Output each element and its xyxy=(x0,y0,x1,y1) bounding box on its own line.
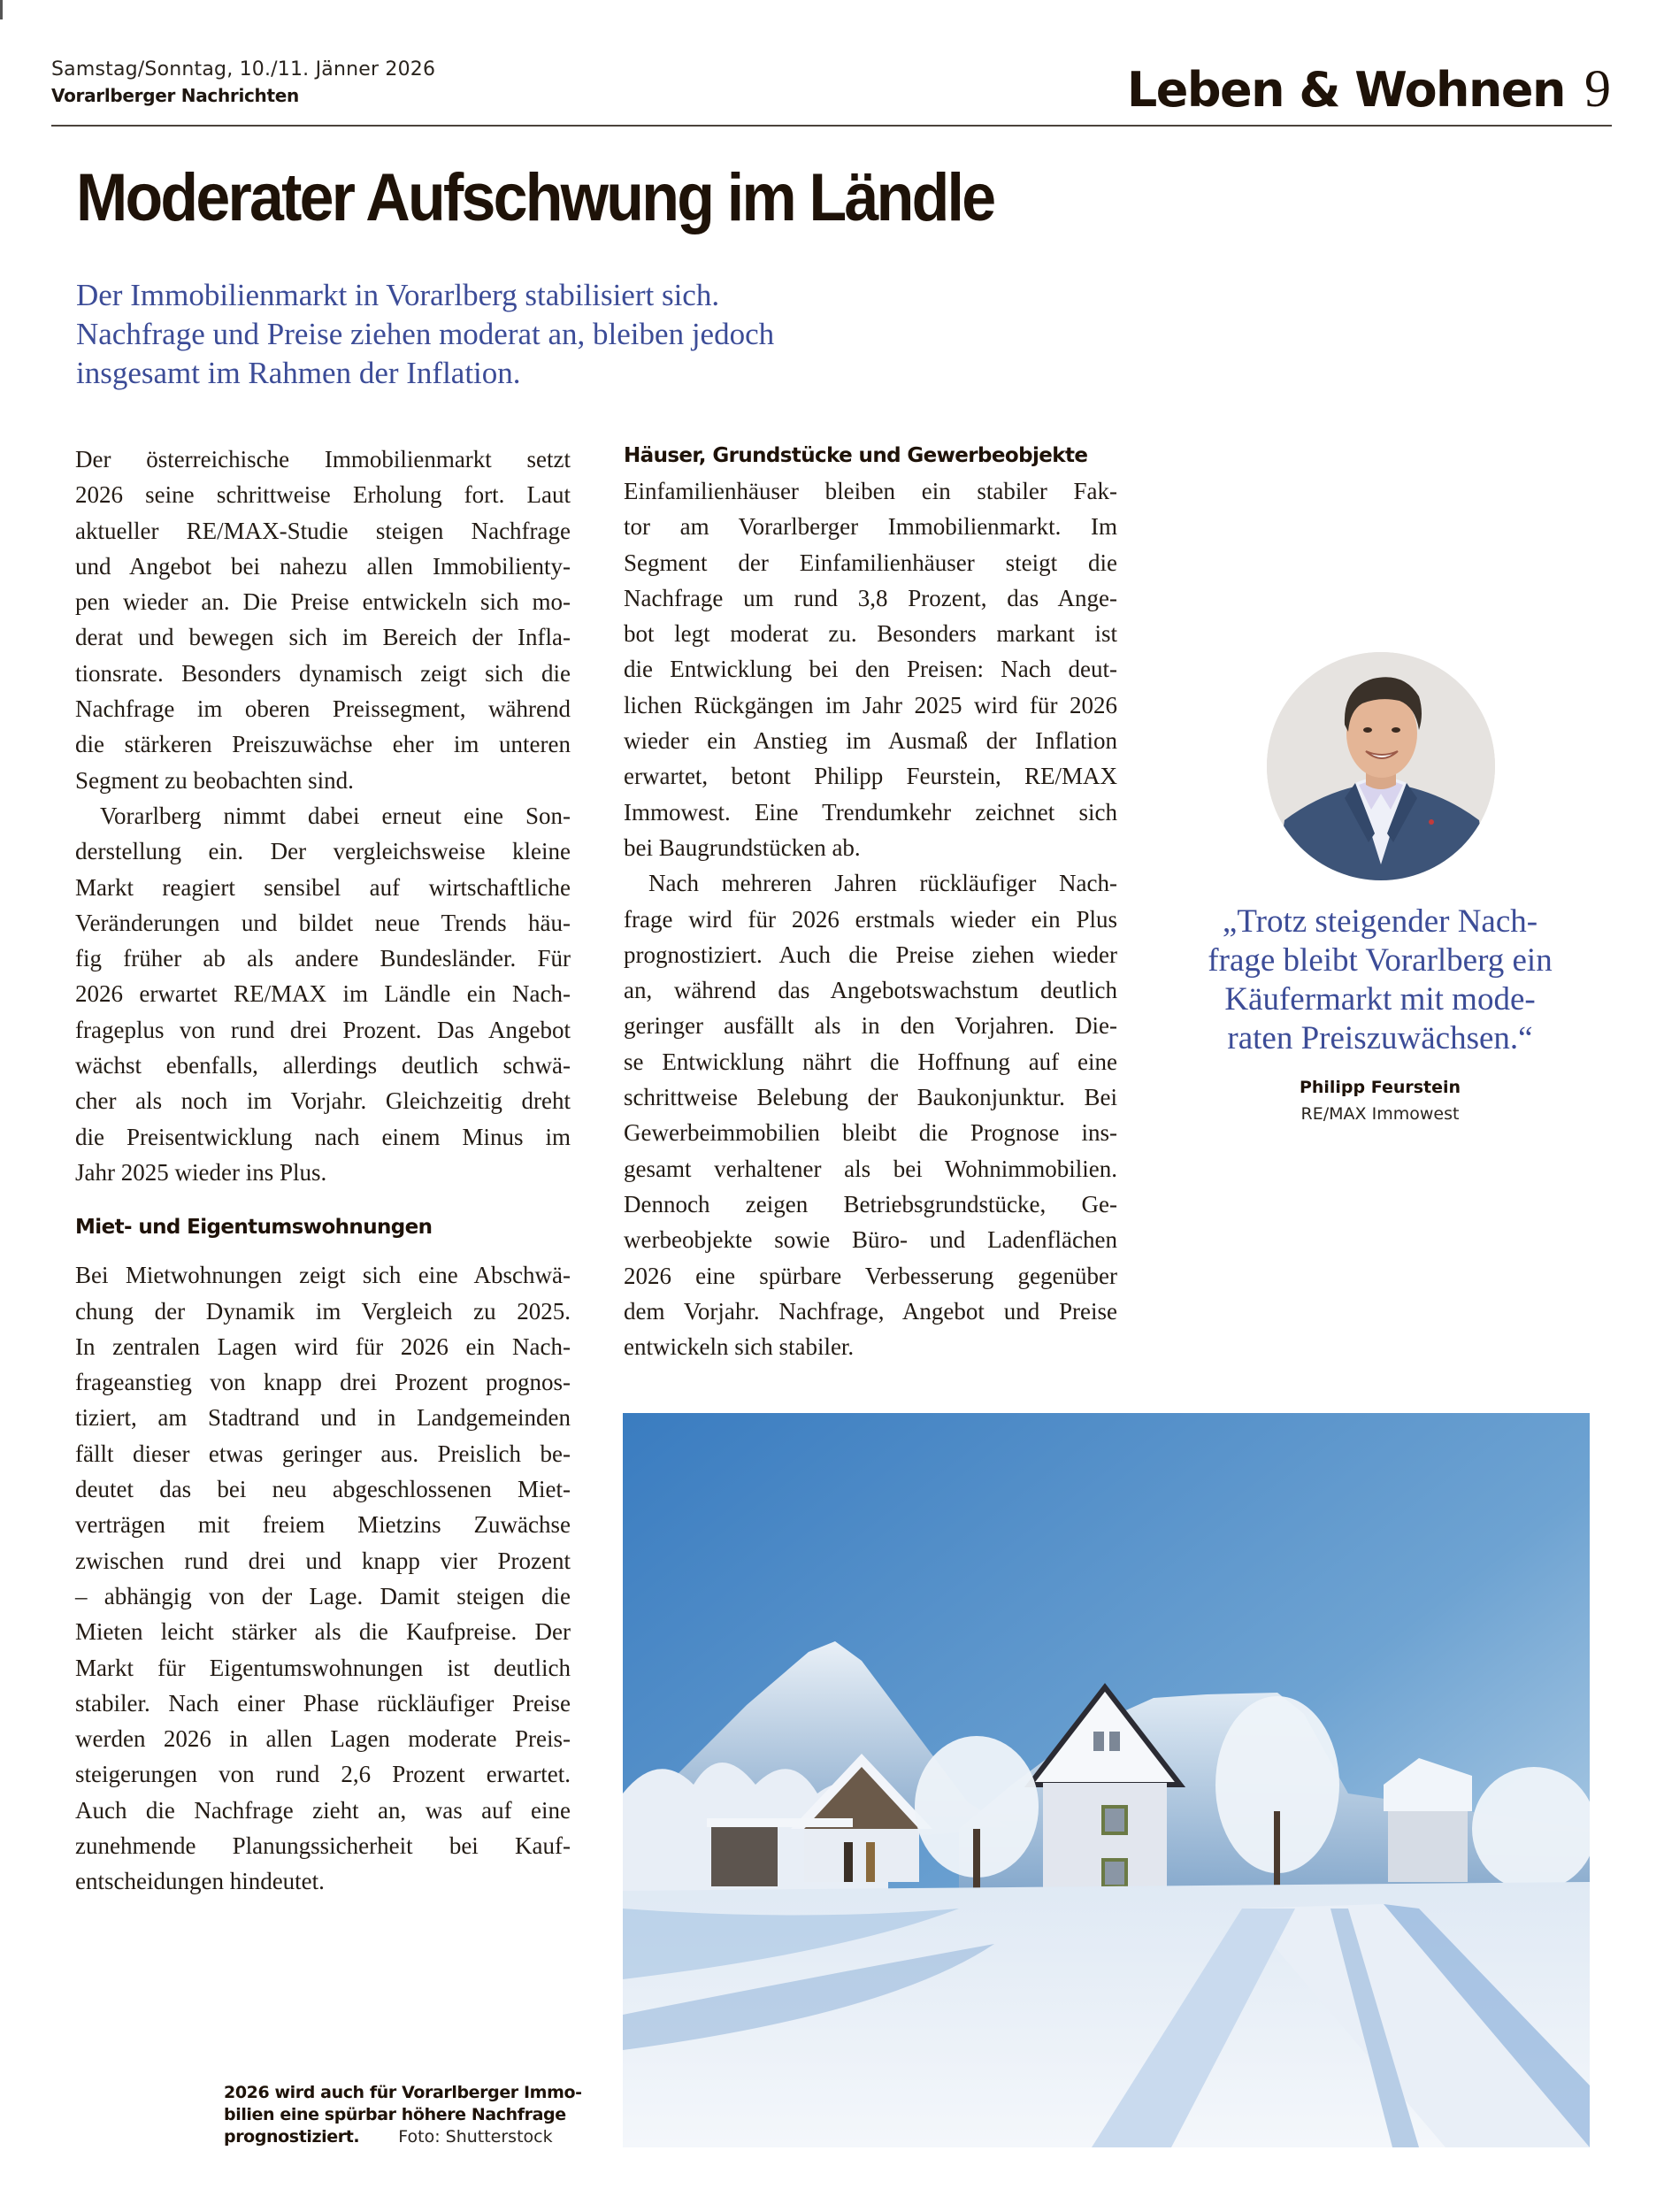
header-rule xyxy=(51,125,1612,127)
text-line: 2026 eine spürbare Verbesserung gegenüber xyxy=(624,1262,1117,1289)
crop-mark xyxy=(0,0,3,19)
text-line: Bei Mietwohnungen zeigt sich eine Abschwä- xyxy=(75,1262,571,1289)
portrait-eye xyxy=(1363,727,1372,733)
text-line: deutet das bei neu abgeschlossenen Miet- xyxy=(75,1476,571,1503)
portrait-photo xyxy=(1267,652,1495,880)
text-line: zwischen rund drei und knapp vier Prozent xyxy=(75,1547,571,1574)
text-line: Nachfrage im oberen Preissegment, während xyxy=(75,695,571,723)
text-line: die stärkeren Preiszuwächse eher im unteren xyxy=(75,731,571,758)
text-line: dem Vorjahr. Nachfrage, Angebot und Preise xyxy=(624,1297,1117,1325)
text-line: pen wieder an. Die Preise entwickeln sich mo- xyxy=(75,588,571,616)
issue-date: Samstag/Sonntag, 10./11. Jänner 2026 xyxy=(51,58,436,81)
text-line: tiziert, am Stadtrand und in Landgemeinden xyxy=(75,1404,571,1432)
barn-door xyxy=(866,1842,875,1882)
text-line: die Preisentwicklung nach einem Minus im xyxy=(75,1123,571,1150)
text-line: wieder ein Anstieg im Ausmaß der Inflation xyxy=(624,727,1117,755)
text-line: verträgen mit freiem Mietzins Zuwächse xyxy=(75,1511,571,1539)
text-line: prognostiziert. Auch die Preise ziehen wieder xyxy=(624,941,1117,968)
text-line: stabiler. Nach einer Phase rückläufiger Preise xyxy=(75,1689,571,1717)
photo-caption xyxy=(224,2082,595,2148)
text-line: Segment zu beobachten sind. xyxy=(75,766,354,794)
text-line: cher als noch im Vorjahr. Gleichzeitig dreht xyxy=(75,1087,571,1115)
text-line: an, während das Angebotswachstum deutlich xyxy=(624,977,1117,1004)
text-line: se Entwicklung nährt die Hoffnung auf eine xyxy=(624,1048,1117,1075)
house-window xyxy=(1109,1732,1120,1751)
portrait-illustration xyxy=(1267,652,1495,880)
quote-author-name: Philipp Feurstein xyxy=(1299,1078,1461,1097)
garage xyxy=(711,1824,778,1886)
article-photo xyxy=(623,1413,1590,2147)
article-headline: Moderater Aufschwung im Ländle xyxy=(76,160,994,235)
text-line: Der österreichische Immobilienmarkt setzt xyxy=(75,446,571,472)
text-line: frageplus von rund drei Prozent. Das Angebot xyxy=(75,1016,571,1043)
paragraph xyxy=(624,473,1117,865)
text-line: Auch die Nachfrage zieht an, was auf eine xyxy=(75,1796,571,1824)
text-line: Markt reagiert sensibel auf wirtschaftliche xyxy=(75,873,571,901)
text-line: Einfamilienhäuser bleiben ein stabiler Fak- xyxy=(624,478,1117,504)
paragraph xyxy=(75,798,571,1190)
text-line: frageanstieg von knapp drei Prozent prognos- xyxy=(75,1369,571,1396)
page-number: 9 xyxy=(1584,59,1611,118)
text-line: geringer ausfällt als in den Vorjahren. Die- xyxy=(624,1012,1117,1040)
text-line: fällt dieser etwas geringer aus. Preislich be- xyxy=(75,1440,571,1467)
text-line: erwartet, betont Philipp Feurstein, RE/MAX xyxy=(624,763,1117,790)
text-line: Gewerbeimmobilien bleibt die Prognose ins- xyxy=(624,1119,1117,1147)
quote-line: frage bleibt Vorarlberg ein xyxy=(1208,942,1553,979)
paragraph xyxy=(75,442,571,798)
subheading: Miet- und Eigentumswohnungen xyxy=(75,1216,433,1240)
text-line: 2026 erwartet RE/MAX im Ländle ein Nach- xyxy=(75,980,571,1008)
article-column-2 xyxy=(624,442,1117,1364)
text-line: Jahr 2025 wieder ins Plus. xyxy=(75,1158,327,1186)
article-lead xyxy=(76,276,890,393)
portrait-lapel-pin xyxy=(1429,819,1434,825)
section-title: Leben & Wohnen xyxy=(1126,62,1565,118)
quote-author-company: RE/MAX Immowest xyxy=(1300,1104,1460,1124)
text-line: Immowest. Eine Trendumkehr zeichnet sich xyxy=(624,798,1117,826)
caption-line: 2026 wird auch für Vorarlberger Immo- xyxy=(224,2083,582,2102)
house-right-wall xyxy=(1388,1811,1468,1882)
text-line: tionsrate. Besonders dynamisch zeigt sich die xyxy=(75,659,571,687)
text-line: aktueller RE/MAX-Studie steigen Nachfrage xyxy=(75,517,571,544)
text-line: Markt für Eigentumswohnungen ist deutlich xyxy=(75,1654,571,1681)
text-line: Vorarlberg nimmt dabei erneut eine Son- xyxy=(100,802,571,829)
text-line: 2026 seine schrittweise Erholung fort. Laut xyxy=(75,481,571,509)
winter-landscape-illustration xyxy=(623,1413,1590,2147)
text-line: Segment der Einfamilienhäuser steigt die xyxy=(624,549,1117,576)
text-line: lichen Rückgängen im Jahr 2025 wird für 2026 xyxy=(624,691,1117,718)
text-line: fig früher ab als andere Bundesländer. Für xyxy=(75,945,571,972)
text-line: bei Baugrundstücken ab. xyxy=(624,833,861,861)
text-line: In zentralen Lagen wird für 2026 ein Nach- xyxy=(75,1333,571,1360)
photo-credit: Foto: Shutterstock xyxy=(398,2127,553,2147)
subheading: Häuser, Grundstücke und Gewerbeobjekte xyxy=(624,444,1088,467)
text-line: werbeobjekte sowie Büro- und Ladenflächen xyxy=(624,1226,1117,1254)
spacer xyxy=(75,1245,571,1257)
portrait-eye xyxy=(1392,727,1400,733)
text-line: wächst ebenfalls, allerdings deutlich schwä- xyxy=(75,1052,571,1079)
text-line: entscheidungen hindeutet. xyxy=(75,1868,325,1895)
house-window xyxy=(1103,1807,1126,1833)
lead-line: Der Immobilienmarkt in Vorarlberg stabilisiert sich. xyxy=(76,278,720,312)
text-line: schrittweise Belebung der Baukonjunktur. Bei xyxy=(624,1084,1117,1111)
quote-line: raten Preiszuwächsen.“ xyxy=(1227,1020,1533,1056)
text-line: Mieten leicht stärker als die Kaufpreise. Der xyxy=(75,1618,571,1646)
quote-line: „Trotz steigender Nach- xyxy=(1222,903,1538,940)
section-header xyxy=(1127,58,1611,119)
text-line: gesamt verhaltener als bei Wohnimmobilien. xyxy=(624,1155,1117,1182)
paragraph xyxy=(75,1257,571,1899)
text-line: entwickeln sich stabiler. xyxy=(624,1333,855,1361)
text-line: frage wird für 2026 erstmals wieder ein Plus xyxy=(624,905,1117,933)
quote-line: Käufermarkt mit mode- xyxy=(1224,981,1536,1018)
text-line: die Entwicklung bei den Preisen: Nach deut- xyxy=(624,656,1117,683)
text-line: bot legt moderat zu. Besonders markant ist xyxy=(624,620,1117,648)
text-line: Nachfrage um rund 3,8 Prozent, das Ange- xyxy=(624,584,1117,611)
text-line: Veränderungen und bildet neue Trends häu- xyxy=(75,909,571,936)
caption-line: prognostiziert. xyxy=(224,2127,360,2147)
barn-wall xyxy=(804,1829,919,1882)
text-line: derat und bewegen sich im Bereich der Infla- xyxy=(75,624,571,651)
lead-line: Nachfrage und Preise ziehen moderat an, bleiben jedoch xyxy=(76,317,775,351)
text-line: Dennoch zeigen Betriebsgrundstücke, Ge- xyxy=(624,1190,1117,1217)
text-line: – abhängig von der Lage. Damit steigen die xyxy=(75,1582,571,1609)
text-line: chung der Dynamik im Vergleich zu 2025. xyxy=(75,1297,571,1325)
house-window xyxy=(1103,1860,1126,1886)
caption-line: bilien eine spürbar höhere Nachfrage xyxy=(224,2105,566,2124)
article-column-1 xyxy=(75,442,571,1900)
text-line: Nach mehreren Jahren rückläufiger Nach- xyxy=(648,870,1117,897)
barn-door xyxy=(844,1842,853,1882)
lead-line: insgesamt im Rahmen der Inflation. xyxy=(76,356,521,390)
text-line: werden 2026 in allen Lagen moderate Preis- xyxy=(75,1725,571,1753)
newspaper-name: Vorarlberger Nachrichten xyxy=(51,85,299,106)
text-line: tor am Vorarlberger Immobilienmarkt. Im xyxy=(624,513,1117,541)
text-line: und Angebot bei nahezu allen Immobilienty- xyxy=(75,552,571,580)
garage-roof-snow xyxy=(707,1818,853,1827)
pull-quote xyxy=(1177,902,1583,1058)
text-line: derstellung ein. Der vergleichsweise kleine xyxy=(75,838,571,865)
paragraph xyxy=(624,865,1117,1364)
house-window xyxy=(1093,1732,1104,1751)
text-line: zunehmende Planungssicherheit bei Kauf- xyxy=(75,1832,571,1859)
text-line: steigerungen von rund 2,6 Prozent erwartet. xyxy=(75,1761,571,1788)
